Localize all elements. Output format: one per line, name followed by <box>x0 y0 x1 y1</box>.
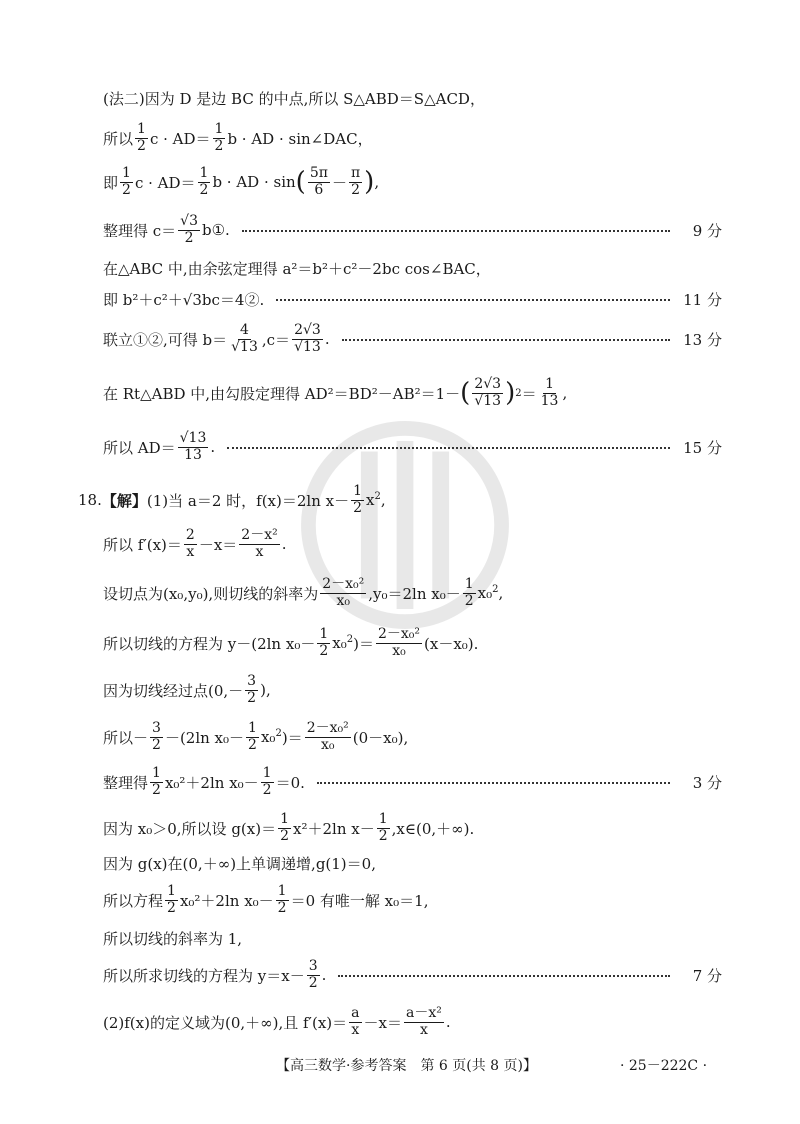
solution-tag: 【解】 <box>101 491 147 510</box>
fraction-half: $\frac{1}{2}$ <box>167 883 176 916</box>
line-prefix: 所以 <box>103 129 134 148</box>
line-end: ＝ <box>521 384 537 403</box>
dotted-leader <box>242 230 670 232</box>
fraction-1-13: $\frac{1}{13}$ <box>540 376 559 409</box>
line-equation2 <box>103 287 722 311</box>
line-method2 <box>103 86 722 110</box>
line-middle: x²＋2ln x－ <box>293 819 375 838</box>
line-prefix: (2)f(x)的定义域为(0,＋∞),且 f′(x)＝ <box>103 1013 348 1032</box>
line-prefix: 所以 f′(x)＝ <box>103 535 182 554</box>
fraction-half: $\frac{1}{2}$ <box>137 121 146 154</box>
line-end: b①. <box>202 221 230 239</box>
line-area-equation <box>103 118 722 158</box>
line-middle: x₀²＋2ln x₀－ <box>179 891 274 910</box>
fraction-half: $\frac{1}{2}$ <box>378 811 388 844</box>
score-11: 11 分 <box>683 290 722 309</box>
line-result-c <box>103 208 722 252</box>
line-prefix: 整理得 c＝ <box>103 221 177 240</box>
line-simplify <box>103 762 722 802</box>
paren-close: ) <box>505 378 516 408</box>
fraction-half: $\frac{1}{2}$ <box>152 765 161 798</box>
footer-title: 【高三数学·参考答案 第 6 页(共 8 页)】 <box>276 1058 537 1074</box>
dotted-leader <box>317 782 670 784</box>
fraction-pi-2: $\frac{\pi}{2}$ <box>350 165 361 198</box>
line-prefix: 所以 AD＝ <box>103 438 176 457</box>
line-solve-bc: 联立①②,可得 b＝ $\frac{4}{√13}$ ,c＝ $\frac{2√3}{√13}$ . 13 分 <box>103 322 722 355</box>
line-end: . <box>321 966 327 984</box>
dotted-leader <box>276 299 670 301</box>
fraction-half: $\frac{1}{2}$ <box>353 483 363 516</box>
fraction-3-2: $\frac{3}{2}$ <box>247 673 257 706</box>
score-15: 15 分 <box>683 438 722 457</box>
line-middle: ,y₀＝2ln x₀－ <box>368 584 461 603</box>
line-result-ad: 所以 AD＝ $\frac{√13}{13}$ . 15 分 <box>103 430 722 463</box>
line-prefix: 设切点为(x₀,y₀),则切线的斜率为 <box>103 584 319 603</box>
line-end: . <box>445 1013 451 1031</box>
slope-text: 所以切线的斜率为 1, <box>103 929 243 948</box>
fraction-half: $\frac{1}{2}$ <box>277 883 287 916</box>
page-footer <box>0 1055 800 1075</box>
line-end: b · AD · sin∠DAC， <box>227 129 373 148</box>
line-define-g <box>103 808 722 848</box>
fraction-root13-13: $\frac{√13}{13}$ <box>179 430 207 463</box>
line-end: (x－x₀). <box>424 634 479 653</box>
line-middle: －x＝ <box>363 1013 402 1032</box>
line-prefix: 所以－ <box>103 728 149 747</box>
fraction-2root3-root13: $\frac{2√3}{√13}$ <box>474 376 502 409</box>
monotonic-text: 因为 g(x)在(0,＋∞)上单调递增,g(1)＝0, <box>103 854 376 873</box>
line-slope-1 <box>103 926 722 950</box>
line-prefix: 所以方程 <box>103 891 164 910</box>
fraction-slope: $\frac{\text{2－x₀²}}{\text{x₀}}$ <box>306 720 349 753</box>
line-text: (1)当 a＝2 时，f(x)＝2ln x－ <box>146 491 350 510</box>
line-end: (0－x₀), <box>352 728 409 747</box>
fraction-4-root13: $\frac{4}{√13}$ <box>231 322 258 355</box>
fraction-slope: $\frac{\text{2－x₀²}}{\text{x₀}}$ <box>322 576 365 609</box>
line-middle: )＝ <box>281 728 303 747</box>
line-cosine-law <box>103 256 722 280</box>
line-final-tangent <box>103 954 722 996</box>
line-unique-solution <box>103 880 722 920</box>
line-prefix: 联立①②,可得 b＝ <box>103 330 228 349</box>
fraction-slope: $\frac{\text{2－x₀²}}{\text{x₀}}$ <box>377 626 421 659</box>
question-number: 18. <box>78 491 102 509</box>
score-7: 7 分 <box>692 966 722 985</box>
line-middle: c · AD＝ <box>149 129 211 148</box>
line-prefix: 即 <box>103 173 119 192</box>
fraction-half: $\frac{1}{2}$ <box>280 811 290 844</box>
line-end: ＝0. <box>275 773 305 792</box>
line-prefix: 在 Rt△ABD 中,由勾股定理得 AD²＝BD²－AB²＝1－ <box>103 384 461 403</box>
fraction-half: $\frac{1}{2}$ <box>122 165 131 198</box>
line-prefix: 所以所求切线的方程为 y＝x－ <box>103 966 305 985</box>
line-q18-start: 18. 【解】 (1)当 a＝2 时，f(x)＝2ln x－ $\frac{1}{2}$ $x^2$, <box>78 483 386 516</box>
line-middle: x₀²＋2ln x₀－ <box>164 773 259 792</box>
paren-close: ) <box>364 167 375 197</box>
paren-open: ( <box>295 167 306 197</box>
line-middle: ,c＝ <box>261 330 291 349</box>
fraction-a-minus-x2: $\frac{\text{a－x²}}{x}$ <box>405 1005 442 1038</box>
line-sin-equation: 即 $\frac{1}{2}$ c · AD＝ $\frac{1}{2}$ b · AD · sin ( $\frac{5\pi}{6}$ － $\frac{\pi}{2}$ ) , <box>103 165 380 198</box>
dotted-leader <box>338 975 670 977</box>
dotted-leader <box>227 447 670 449</box>
line-middle: －(2ln x₀－ <box>164 728 245 747</box>
equation2-text: 即 b²＋c²＋√3bc＝4②. <box>103 290 265 309</box>
paren-open: ( <box>460 378 471 408</box>
fraction-half: $\frac{1}{2}$ <box>214 121 224 154</box>
score-13: 13 分 <box>683 330 722 349</box>
fraction-2root3-root13: $\frac{2√3}{√13}$ <box>294 322 321 355</box>
score-9: 9 分 <box>692 221 722 240</box>
line-tangent-point: 设切点为(x₀,y₀),则切线的斜率为 $\frac{\text{2－x₀²}}{\text{x₀}}$ ,y₀＝2ln x₀－ $\frac{1}{2}$ x₀$^2$, <box>103 576 504 609</box>
line-end: ), <box>260 681 271 699</box>
line-part2 <box>103 1000 722 1044</box>
line-prefix: 整理得 <box>103 773 149 792</box>
fraction-a-x: $\frac{a}{x}$ <box>351 1005 360 1038</box>
line-middle: c · AD＝ <box>134 173 196 192</box>
line-prefix: 因为 x₀＞0,所以设 g(x)＝ <box>103 819 277 838</box>
fraction-half: $\frac{1}{2}$ <box>248 720 257 753</box>
footer-code: · 25－222C · <box>620 1058 708 1074</box>
fraction-half: $\frac{1}{2}$ <box>464 576 474 609</box>
fraction-5pi-6: $\frac{5\pi}{6}$ <box>309 165 328 198</box>
line-end: b · AD · sin <box>212 173 296 191</box>
line-pythagoras: 在 Rt△ABD 中,由勾股定理得 AD²＝BD²－AB²＝1－ ( $\frac{2√3}{√13}$ ) 2 ＝ $\frac{1}{13}$ , <box>103 376 568 409</box>
line-end: ＝0 有唯一解 x₀＝1, <box>290 891 429 910</box>
line-monotonic <box>103 851 722 875</box>
fraction-3-2: $\frac{3}{2}$ <box>308 958 318 991</box>
fraction-half: $\frac{1}{2}$ <box>319 626 329 659</box>
dotted-leader <box>342 339 670 341</box>
fraction-half: $\frac{1}{2}$ <box>199 165 209 198</box>
line-substitute: 所以－ $\frac{3}{2}$ －(2ln x₀－ $\frac{1}{2}$ x₀$^2$ )＝ $\frac{\text{2－x₀²}}{\text{x₀}}$ (0－x₀), <box>103 720 409 753</box>
fraction-2-x: $\frac{2}{x}$ <box>185 527 195 560</box>
line-tangent-eq: 所以切线的方程为 y－(2ln x₀－ $\frac{1}{2}$ x₀$^2$ )＝ $\frac{\text{2－x₀²}}{\text{x₀}}$ (x－x₀). <box>103 626 479 659</box>
fraction-half: $\frac{1}{2}$ <box>262 765 272 798</box>
fraction-3-2: $\frac{3}{2}$ <box>152 720 161 753</box>
line-passes-point <box>103 668 722 712</box>
line-derivative: 所以 f′(x)＝ $\frac{2}{x}$ －x＝ $\frac{\text{2－x²}}{x}$ . <box>103 527 287 560</box>
cosine-law-text: 在△ABC 中,由余弦定理得 a²＝b²＋c²－2bc cos∠BAC， <box>103 259 491 278</box>
line-middle: －x＝ <box>198 535 238 554</box>
line-prefix: 因为切线经过点(0,－ <box>103 681 244 700</box>
line-middle: )＝ <box>353 634 374 653</box>
line-prefix: 所以切线的方程为 y－(2ln x₀－ <box>103 634 316 653</box>
fraction-2-minus-x2: $\frac{\text{2－x²}}{x}$ <box>241 527 278 560</box>
method2-text: (法二)因为 D 是边 BC 的中点,所以 S△ABD＝S△ACD， <box>103 89 485 108</box>
score-3: 3 分 <box>692 773 722 792</box>
minus-sign: － <box>331 173 347 192</box>
line-end: ,x∈(0,＋∞). <box>391 819 475 838</box>
fraction-root3-2: $\frac{√3}{2}$ <box>180 213 198 246</box>
